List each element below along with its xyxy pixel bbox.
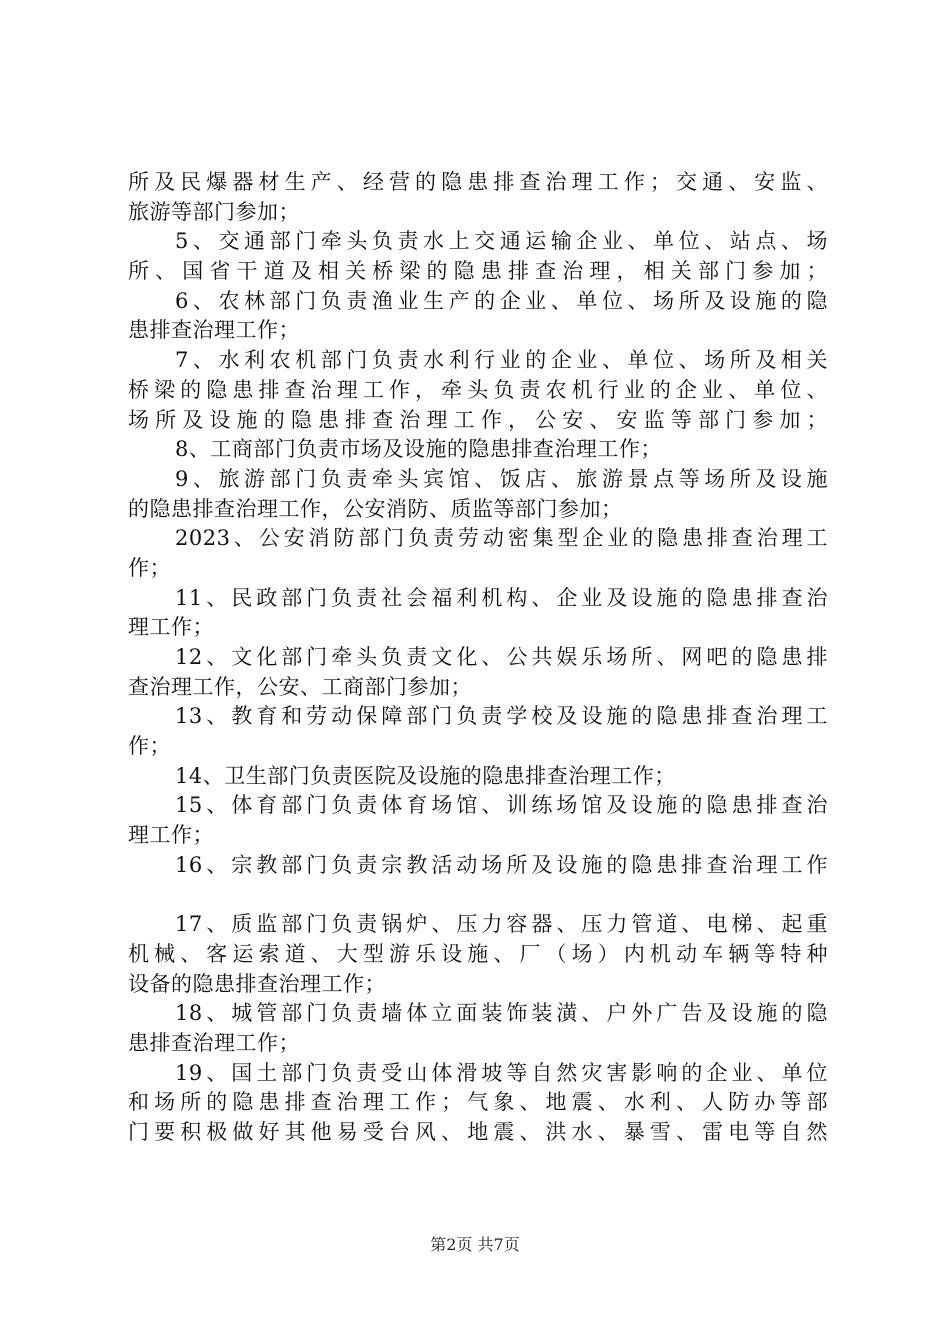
text-line: 12、文化部门牵头负责文化、公共娱乐场所、网吧的隐患排: [175, 645, 828, 669]
text-line: 13、教育和劳动保障部门负责学校及设施的隐患排查治理工: [175, 704, 828, 729]
document-body: [128, 168, 828, 1148]
text-line: 设备的隐患排查治理工作；: [128, 971, 386, 996]
text-line: 11、民政部门负责社会福利机构、企业及设施的隐患排查治: [175, 585, 828, 610]
text-line: 14、卫生部门负责医院及设施的隐患排查治理工作；: [175, 763, 676, 788]
text-line: 门要积极做好其他易受台风、地震、洪水、暴雪、雷电等自然: [128, 1120, 828, 1144]
text-line: 旅游等部门参加；: [128, 199, 300, 224]
text-line: 9、旅游部门负责牵头宾馆、饭店、旅游景点等场所及设施: [175, 466, 828, 491]
text-line: 查治理工作，公安、工商部门参加；: [128, 674, 472, 699]
text-line: 18、城管部门负责墙体立面装饰装潢、户外广告及设施的隐: [175, 1001, 828, 1026]
text-line: 17、质监部门负责锅炉、压力容器、压力管道、电梯、起重: [175, 912, 828, 937]
text-line: 7、水利农机部门负责水利行业的企业、单位、场所及相关: [175, 348, 828, 373]
blank-line: [128, 881, 828, 911]
text-line: 患排查治理工作；: [128, 318, 300, 343]
text-line: 5、交通部门牵头负责水上交通运输企业、单位、站点、场: [175, 229, 828, 254]
page-number-footer: 第2页 共7页: [430, 1235, 520, 1254]
text-line: 8、工商部门负责市场及设施的隐患排查治理工作；: [175, 437, 662, 462]
text-line: 所、国省干道及相关桥梁的隐患排查治理，相关部门参加；: [128, 259, 828, 284]
text-line: 桥梁的隐患排查治理工作，牵头负责农机行业的企业、单位、: [128, 377, 828, 402]
text-line: 的隐患排查治理工作，公安消防、质监等部门参加；: [128, 496, 623, 521]
text-line: 19、国土部门负责受山体滑坡等自然灾害影响的企业、单位: [175, 1060, 828, 1085]
text-line: 6、农林部门负责渔业生产的企业、单位、场所及设施的隐: [175, 288, 828, 313]
text-line: 机械、客运索道、大型游乐设施、厂（场）内机动车辆等特种: [128, 941, 828, 966]
text-line: 患排查治理工作；: [128, 1030, 300, 1055]
text-line: 15、体育部门负责体育场馆、训练场馆及设施的隐患排查治: [175, 793, 828, 818]
text-line: 和场所的隐患排查治理工作；气象、地震、水利、人防办等部: [128, 1090, 828, 1115]
text-line: 作；: [128, 734, 171, 759]
text-line: 理工作；: [128, 823, 214, 848]
text-line: 所及民爆器材生产、经营的隐患排查治理工作；交通、安监、: [128, 170, 828, 194]
text-line: 理工作；: [128, 615, 214, 640]
text-line: 场所及设施的隐患排查治理工作，公安、安监等部门参加；: [128, 407, 828, 432]
text-line: 作；: [128, 555, 171, 580]
text-line: 16、宗教部门负责宗教活动场所及设施的隐患排查治理工作: [175, 852, 828, 877]
text-line: 2023、公安消防部门负责劳动密集型企业的隐患排查治理工: [175, 526, 828, 551]
